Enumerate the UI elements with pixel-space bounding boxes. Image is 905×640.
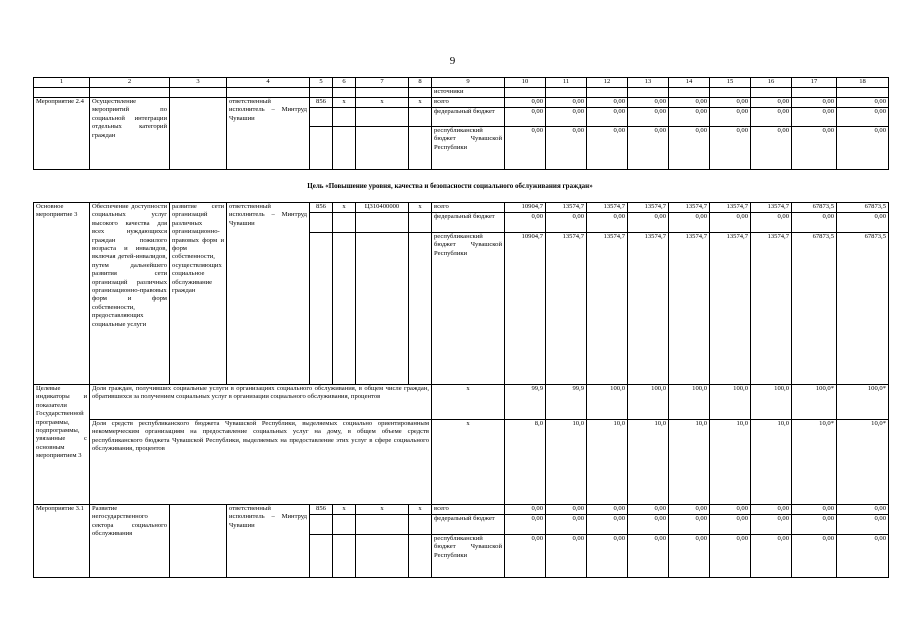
code-cell [409, 213, 432, 233]
value-cell: 13574,7 [628, 233, 669, 385]
code-cell [333, 108, 356, 127]
funding-source: федеральный бюджет [432, 515, 505, 535]
code-cell [310, 233, 333, 385]
value-cell: 0,00 [587, 98, 628, 108]
value-cell: 0,00 [587, 515, 628, 535]
table-cell [310, 88, 333, 98]
funding-source: республиканский бюджет Чувашской Республики [432, 535, 505, 578]
value-cell: 0,00 [669, 127, 710, 170]
code-cell: x [356, 505, 409, 515]
table-row [34, 98, 889, 108]
value-cell: 8,0 [505, 420, 546, 505]
value-cell: 10,0* [792, 420, 837, 505]
code-cell [409, 127, 432, 170]
table-cell [333, 88, 356, 98]
code-cell [333, 233, 356, 385]
funding-source: источники [432, 88, 505, 98]
funding-source: федеральный бюджет [432, 213, 505, 233]
value-cell: 0,00 [628, 515, 669, 535]
indicator-x: x [432, 420, 505, 505]
funding-source: республиканский бюджет Чувашской Республики [432, 127, 505, 170]
value-cell: 0,00 [792, 505, 837, 515]
value-cell: 0,00 [792, 108, 837, 127]
value-cell: 0,00 [546, 505, 587, 515]
value-cell: 0,00 [628, 98, 669, 108]
value-cell: 0,00 [505, 108, 546, 127]
value-cell [710, 88, 751, 98]
code-cell [356, 108, 409, 127]
row-label: Мероприятие 3.1 [34, 505, 90, 578]
value-cell: 0,00 [751, 98, 792, 108]
value-cell: 0,00 [546, 98, 587, 108]
value-cell: 67873,5 [837, 203, 889, 213]
value-cell: 0,00 [792, 98, 837, 108]
column-number: 13 [628, 78, 669, 88]
indicators-label: Целевые индикаторы и показатели Государственной программы, подпрограммы, увязанные с основным мероприятием 3 [34, 385, 90, 505]
value-cell: 0,00 [751, 515, 792, 535]
value-cell: 0,00 [587, 127, 628, 170]
value-cell: 99,9 [546, 385, 587, 420]
value-cell [628, 88, 669, 98]
code-cell: x [409, 203, 432, 213]
column-number: 9 [432, 78, 505, 88]
value-cell: 0,00 [751, 108, 792, 127]
code-cell: x [333, 98, 356, 108]
value-cell: 100,0* [837, 385, 889, 420]
value-cell: 13574,7 [710, 203, 751, 213]
value-cell: 10,0 [751, 420, 792, 505]
value-cell: 0,00 [837, 535, 889, 578]
column-number: 15 [710, 78, 751, 88]
value-cell: 0,00 [669, 505, 710, 515]
value-cell [505, 88, 546, 98]
value-cell: 0,00 [792, 515, 837, 535]
column-number: 1 [34, 78, 90, 88]
value-cell: 100,0* [792, 385, 837, 420]
value-cell: 13574,7 [710, 233, 751, 385]
value-cell: 10904,7 [505, 203, 546, 213]
column-number: 14 [669, 78, 710, 88]
value-cell: 100,0 [628, 385, 669, 420]
value-cell: 0,00 [587, 535, 628, 578]
column-number: 12 [587, 78, 628, 88]
funding-source: всего [432, 98, 505, 108]
code-cell [310, 108, 333, 127]
value-cell: 13574,7 [546, 233, 587, 385]
column-number: 10 [505, 78, 546, 88]
table-cell [356, 88, 409, 98]
table-cell [90, 88, 170, 98]
event-goal [170, 505, 227, 578]
indicator-text: Доля граждан, получивших социальные услуги в организациях социального обслуживания, в общем числе граждан, обратившихся за получением социальных услуг в организации социального обслуживания, процентов [90, 385, 432, 420]
indicator-row [34, 420, 889, 505]
value-cell: 0,00 [710, 127, 751, 170]
value-cell [751, 88, 792, 98]
code-cell [333, 127, 356, 170]
row-label: Мероприятие 2.4 [34, 98, 90, 170]
value-cell: 0,00 [505, 505, 546, 515]
value-cell: 0,00 [505, 98, 546, 108]
code-cell [356, 213, 409, 233]
column-number: 6 [333, 78, 356, 88]
value-cell: 0,00 [669, 98, 710, 108]
column-number: 17 [792, 78, 837, 88]
value-cell: 0,00 [669, 213, 710, 233]
event-goal: развитие сети организаций различных организационно-правовых форм и форм собственности, осуществляющих социальное обслуживание граждан [170, 203, 227, 385]
column-number: 8 [409, 78, 432, 88]
funding-source: федеральный бюджет [432, 108, 505, 127]
value-cell: 0,00 [710, 98, 751, 108]
value-cell: 0,00 [546, 515, 587, 535]
value-cell: 0,00 [587, 505, 628, 515]
value-cell: 13574,7 [751, 233, 792, 385]
code-cell: 856 [310, 203, 333, 213]
value-cell: 67873,5 [837, 233, 889, 385]
value-cell: 0,00 [505, 213, 546, 233]
continuation-row [34, 88, 889, 98]
code-cell [333, 535, 356, 578]
row-label: Основное мероприятие 3 [34, 203, 90, 385]
code-cell [310, 213, 333, 233]
value-cell: 13574,7 [546, 203, 587, 213]
event-name: Развитие негосударственного сектора социального обслуживания [90, 505, 170, 578]
value-cell: 0,00 [710, 515, 751, 535]
table-cell [409, 88, 432, 98]
table-row [34, 505, 889, 515]
code-cell [310, 127, 333, 170]
value-cell: 13574,7 [628, 203, 669, 213]
value-cell: 0,00 [587, 108, 628, 127]
value-cell: 100,0 [751, 385, 792, 420]
value-cell: 0,00 [546, 127, 587, 170]
value-cell: 13574,7 [669, 233, 710, 385]
page-number: 9 [449, 55, 456, 67]
value-cell: 0,00 [710, 535, 751, 578]
code-cell [310, 535, 333, 578]
value-cell: 10,0* [837, 420, 889, 505]
header-row [34, 78, 889, 88]
value-cell: 0,00 [710, 108, 751, 127]
code-cell: x [333, 203, 356, 213]
event-executor: ответственный исполнитель – Минтруд Чувашии [227, 98, 310, 170]
code-cell: x [333, 505, 356, 515]
value-cell: 0,00 [669, 108, 710, 127]
value-cell: 0,00 [628, 213, 669, 233]
code-cell [356, 535, 409, 578]
code-cell [356, 233, 409, 385]
funding-source: всего [432, 203, 505, 213]
goal-heading: Цель «Повышение уровня, качества и безопасности социального обслуживания граждан» [307, 182, 593, 190]
column-number: 3 [170, 78, 227, 88]
value-cell: 0,00 [505, 127, 546, 170]
value-cell: 0,00 [751, 535, 792, 578]
value-cell: 10,0 [546, 420, 587, 505]
code-cell [409, 233, 432, 385]
indicator-x: x [432, 385, 505, 420]
event-name: Обеспечение доступности социальных услуг высокого качества для всех нуждающихся граждан пожилого возраста и инвалидов, включая детей-инвалидов, путем дальнейшего развития сети организаций различных организационно-правовых форм и форм собственности, предоставляющих социальные услуги [90, 203, 170, 385]
table-cell [227, 88, 310, 98]
event-executor: ответственный исполнитель – Минтруд Чувашии [227, 505, 310, 578]
code-cell [333, 515, 356, 535]
code-cell [310, 515, 333, 535]
program-table-part-2 [33, 202, 889, 578]
event-executor: ответственный исполнитель – Минтруд Чувашии [227, 203, 310, 385]
code-cell: 856 [310, 505, 333, 515]
value-cell [587, 88, 628, 98]
code-cell [409, 515, 432, 535]
code-cell: 856 [310, 98, 333, 108]
event-goal [170, 98, 227, 170]
column-number: 7 [356, 78, 409, 88]
code-cell: x [409, 505, 432, 515]
value-cell: 0,00 [837, 505, 889, 515]
value-cell: 0,00 [837, 108, 889, 127]
code-cell: x [356, 98, 409, 108]
value-cell: 0,00 [505, 535, 546, 578]
value-cell: 0,00 [837, 515, 889, 535]
value-cell: 13574,7 [669, 203, 710, 213]
code-cell [356, 515, 409, 535]
value-cell: 13574,7 [587, 203, 628, 213]
value-cell: 0,00 [837, 127, 889, 170]
value-cell: 0,00 [792, 127, 837, 170]
value-cell: 10,0 [628, 420, 669, 505]
value-cell: 0,00 [669, 535, 710, 578]
value-cell: 13574,7 [587, 233, 628, 385]
value-cell: 100,0 [710, 385, 751, 420]
value-cell: 10,0 [587, 420, 628, 505]
funding-source: всего [432, 505, 505, 515]
code-cell [356, 127, 409, 170]
value-cell: 0,00 [505, 515, 546, 535]
funding-source: республиканский бюджет Чувашской Республики [432, 233, 505, 385]
column-number: 5 [310, 78, 333, 88]
value-cell: 0,00 [710, 213, 751, 233]
value-cell: 0,00 [628, 108, 669, 127]
code-cell: Ц310400000 [356, 203, 409, 213]
value-cell: 0,00 [710, 505, 751, 515]
value-cell: 0,00 [792, 535, 837, 578]
column-number: 16 [751, 78, 792, 88]
value-cell: 0,00 [546, 535, 587, 578]
value-cell: 100,0 [669, 385, 710, 420]
value-cell: 0,00 [751, 213, 792, 233]
value-cell: 99,9 [505, 385, 546, 420]
indicator-row [34, 385, 889, 420]
value-cell: 0,00 [837, 213, 889, 233]
value-cell: 0,00 [751, 505, 792, 515]
value-cell: 67873,5 [792, 203, 837, 213]
column-number: 4 [227, 78, 310, 88]
event-name: Осуществление мероприятий по социальной интеграции отдельных категорий граждан [90, 98, 170, 170]
value-cell [792, 88, 837, 98]
value-cell: 0,00 [837, 98, 889, 108]
value-cell: 0,00 [587, 213, 628, 233]
value-cell: 67873,5 [792, 233, 837, 385]
value-cell: 0,00 [751, 127, 792, 170]
value-cell [837, 88, 889, 98]
indicator-text: Доля средств республиканского бюджета Чувашской Республики, выделяемых социально ориентированным некоммерческим организациям на предоставление социальных услуг на дому, в общем объеме средств республиканского бюджета Чувашской Республики, выделяемых на предоставление этих услуг в сфере социального обслуживания, процентов [90, 420, 432, 505]
value-cell: 100,0 [587, 385, 628, 420]
code-cell [333, 213, 356, 233]
value-cell: 0,00 [792, 213, 837, 233]
program-table-part-1 [33, 77, 889, 170]
value-cell: 0,00 [628, 127, 669, 170]
table-cell [170, 88, 227, 98]
code-cell: x [409, 98, 432, 108]
value-cell: 10,0 [669, 420, 710, 505]
value-cell [669, 88, 710, 98]
value-cell: 0,00 [628, 535, 669, 578]
value-cell: 0,00 [669, 515, 710, 535]
column-number: 11 [546, 78, 587, 88]
column-number: 2 [90, 78, 170, 88]
code-cell [409, 535, 432, 578]
value-cell: 0,00 [546, 213, 587, 233]
value-cell: 10,0 [710, 420, 751, 505]
table-cell [34, 88, 90, 98]
column-number: 18 [837, 78, 889, 88]
value-cell: 0,00 [628, 505, 669, 515]
value-cell: 13574,7 [751, 203, 792, 213]
value-cell: 0,00 [546, 108, 587, 127]
value-cell: 10904,7 [505, 233, 546, 385]
code-cell [409, 108, 432, 127]
value-cell [546, 88, 587, 98]
table-row [34, 203, 889, 213]
